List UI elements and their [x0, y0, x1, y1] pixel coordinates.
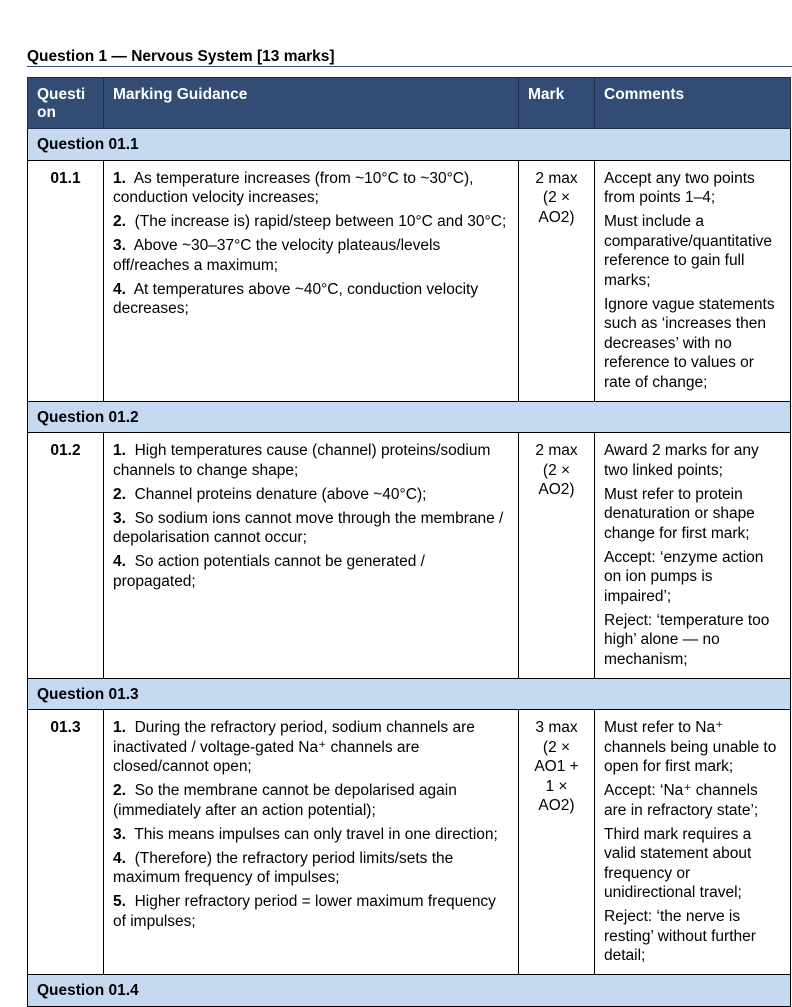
guidance-point: 1. High temperatures cause (channel) proteins/sodium channels to change shape;: [113, 442, 491, 479]
marking-guidance: [104, 433, 519, 679]
guidance-point: 3. This means impulses can only travel in one direction;: [113, 825, 498, 843]
comment-item: Award 2 marks for any two linked points;: [604, 442, 759, 479]
comments: [595, 433, 791, 679]
section-label: Question 01.3: [28, 678, 791, 710]
page-title: Question 1 — Nervous System [13 marks]: [27, 48, 792, 67]
comment-item: Must refer to protein denaturation or shape change for first mark;: [604, 485, 755, 542]
section-label: Question 01.4: [28, 975, 791, 1007]
mark-scheme-table: [27, 77, 791, 1007]
mark-allocation: 2 max (2 × AO2): [519, 433, 595, 679]
comments: [595, 710, 791, 975]
guidance-point: 4. (Therefore) the refractory period limits/sets the maximum frequency of impulses;: [113, 849, 454, 886]
mark-allocation: 2 max (2 × AO2): [519, 160, 595, 401]
guidance-point: 4. So action potentials cannot be generated / propagated;: [113, 553, 425, 590]
section-label: Question 01.1: [28, 129, 791, 161]
table-row: [28, 160, 791, 401]
guidance-point: 4. At temperatures above ~40°C, conduction velocity decreases;: [113, 280, 479, 317]
question-number: 01.1: [28, 160, 104, 401]
guidance-point: 1. During the refractory period, sodium channels are inactivated / voltage-gated Na⁺ channels are closed/cannot open;: [113, 719, 475, 775]
guidance-point: 2. Channel proteins denature (above ~40°C);: [113, 485, 427, 503]
guidance-point: 2. So the membrane cannot be depolarised again (immediately after an action potential);: [113, 782, 457, 819]
comment-item: Must include a comparative/quantitative reference to gain full marks;: [604, 213, 773, 289]
header-question: Question: [28, 78, 104, 129]
comment-item: Third mark requires a valid statement about frequency or unidirectional travel;: [604, 825, 752, 901]
table-header-row: [28, 78, 791, 129]
header-comments: Comments: [595, 78, 791, 129]
comment-item: Reject: ‘the nerve is resting’ without further detail;: [604, 908, 756, 964]
guidance-point: 3. So sodium ions cannot move through the membrane / depolarisation cannot occur;: [113, 509, 504, 546]
marking-guidance: [104, 160, 519, 401]
section-label: Question 01.2: [28, 401, 791, 433]
section-row: [28, 975, 791, 1007]
header-mark: Mark: [519, 78, 595, 129]
comment-item: Ignore vague statements such as ‘increases then decreases’ with no reference to values or rate of change;: [604, 295, 775, 391]
mark-allocation: 3 max (2 × AO1 + 1 × AO2): [519, 710, 595, 975]
comment-item: Must refer to Na⁺ channels being unable to open for first mark;: [604, 719, 777, 775]
header-marking-guidance: Marking Guidance: [104, 78, 519, 129]
section-row: [28, 129, 791, 161]
guidance-point: 2. (The increase is) rapid/steep between 10°C and 30°C;: [113, 213, 507, 230]
comment-item: Accept any two points from points 1–4;: [604, 169, 755, 206]
comment-item: Accept: ‘Na⁺ channels are in refractory state’;: [604, 782, 759, 819]
question-number: 01.3: [28, 710, 104, 975]
section-row: [28, 678, 791, 710]
guidance-point: 1. As temperature increases (from ~10°C to ~30°C), conduction velocity increases;: [113, 169, 474, 206]
question-number: 01.2: [28, 433, 104, 679]
table-row: [28, 433, 791, 679]
marking-guidance: [104, 710, 519, 975]
guidance-point: 5. Higher refractory period = lower maximum frequency of impulses;: [113, 893, 496, 930]
comment-item: Reject: ‘temperature too high’ alone — no mechanism;: [604, 611, 770, 668]
guidance-point: 3. Above ~30–37°C the velocity plateaus/levels off/reaches a maximum;: [113, 237, 441, 274]
comment-item: Accept: ‘enzyme action on ion pumps is impaired’;: [604, 548, 764, 605]
comments: [595, 160, 791, 401]
section-row: [28, 401, 791, 433]
table-row: [28, 710, 791, 975]
